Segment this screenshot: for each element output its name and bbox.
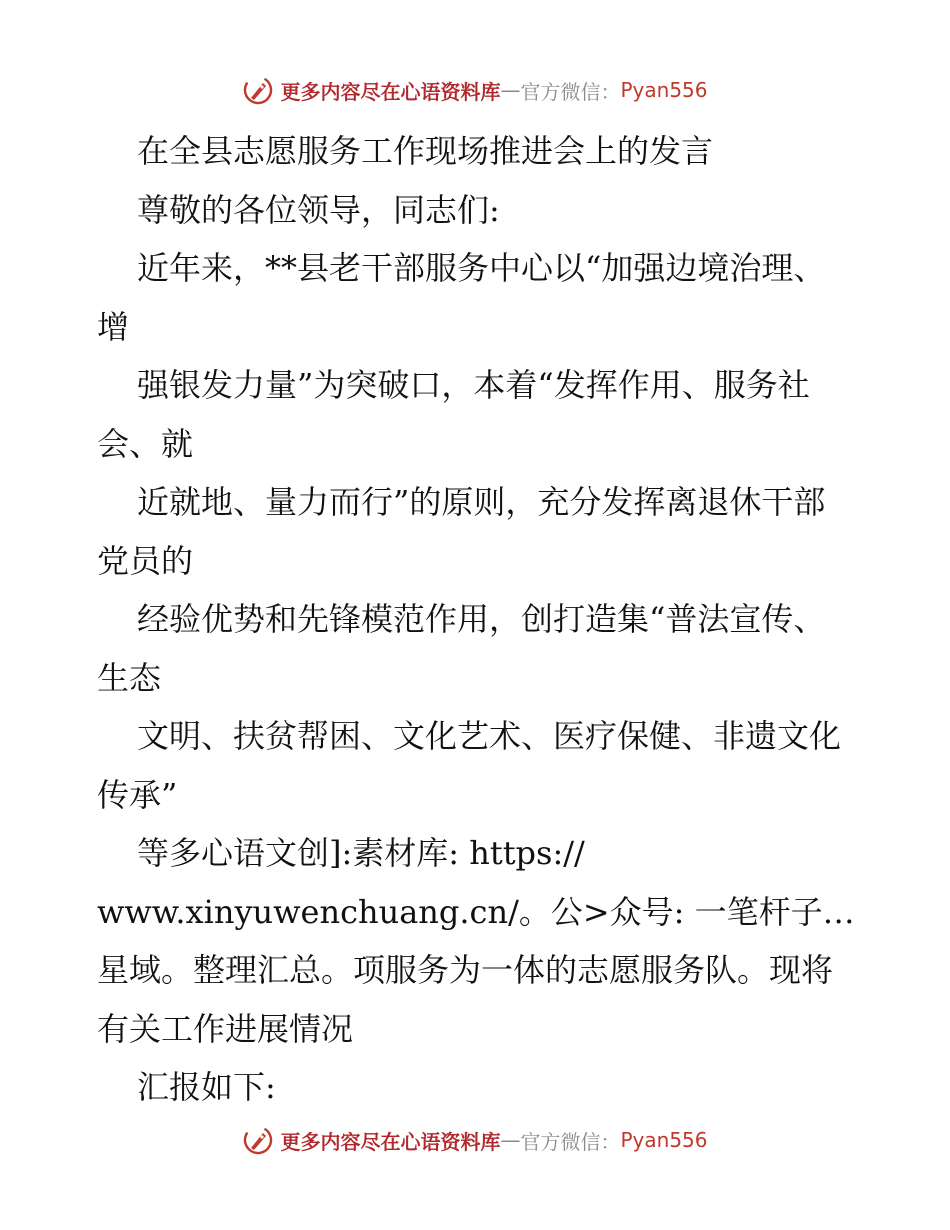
paragraph: 汇报如下: (137, 1068, 276, 1106)
paragraph: 等多心语文创]:素材库: https:// (137, 834, 585, 872)
paragraph: 强银发力量”为突破口，本着“发挥作用、服务社会、就 (97, 366, 810, 463)
watermark-wechat-id: Pyan556 (620, 78, 708, 102)
watermark-wechat-id: Pyan556 (620, 1128, 708, 1152)
pen-nib-seal-icon (242, 1124, 274, 1156)
watermark-site-text: 更多内容尽在心语资料库 (280, 79, 501, 104)
document-greeting: 尊敬的各位领导，同志们: (137, 190, 500, 229)
paragraph: 近年来，**县老干部服务中心以“加强边境治理、增 (97, 249, 826, 346)
paragraph: 近就地、量力而行”的原则，充分发挥离退休干部党员的 (97, 483, 826, 580)
watermark-wechat-label: 官方微信： (520, 1129, 621, 1154)
document-body (97, 122, 857, 1117)
watermark-separator: — (500, 78, 521, 102)
watermark-site-text: 更多内容尽在心语资料库 (280, 1129, 501, 1154)
watermark-banner-bottom (0, 1120, 950, 1160)
paragraph: 经验优势和先锋模范作用，创打造集“普法宣传、生态 (97, 600, 826, 697)
watermark-wechat-label: 官方微信： (520, 79, 621, 104)
pen-nib-seal-icon (242, 74, 274, 106)
watermark-separator: — (500, 1128, 521, 1152)
paragraph: www.xinyuwenchuang.cn/。公>众号: 一笔杆子…星域。整理汇总。项服务为一体的志愿服务队。现将有关工作进展情况 (97, 892, 855, 1048)
paragraph: 文明、扶贫帮困、文化艺术、医疗保健、非遗文化传承” (97, 717, 842, 814)
watermark-banner-top (0, 70, 950, 110)
document-title: 在全县志愿服务工作现场推进会上的发言 (137, 132, 714, 170)
